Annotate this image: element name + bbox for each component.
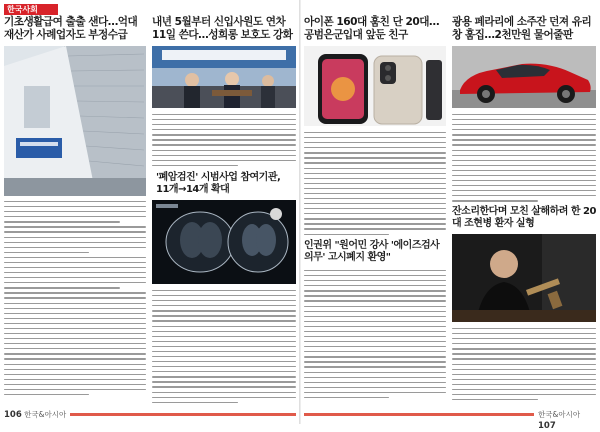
article-photo [304,46,446,126]
article-annual-leave [152,16,296,42]
article-photo [152,46,296,108]
page-gutter [299,0,301,424]
article-body-text [452,114,596,205]
ferrari-photo [452,46,596,108]
article-headline: 기초생활급여 출출 샌다…억대 재산가 사례업자도 부정수급 [4,16,138,41]
left-page-footer [4,409,66,420]
article-photo [4,46,146,196]
ct-scan-photo [152,200,296,284]
building-photo [4,46,146,196]
article-ferrari [452,16,596,42]
left-page-number: 106 [4,410,22,420]
article-body-text [304,270,446,402]
left-publication-name: 한국&아시아 [24,410,67,419]
article-cancer-screening-headline: '폐암검진' 시범사업 참여기관, 11개→14개 확대 [156,172,281,195]
right-page-number: 107 [538,421,556,431]
article-welfare [4,16,146,42]
article-body-text [304,132,446,239]
iphone-photo [304,46,446,126]
left-footer-rule [70,413,296,416]
right-footer-rule [304,413,534,416]
article-schizophrenia-headline: 잔소리한다며 모친 살해하려 한 20대 조현병 환자 실형 [452,206,596,229]
article-body-text [452,328,596,404]
article-body-text [152,290,296,407]
article-iphone-theft [304,16,446,42]
article-photo [452,234,596,322]
article-photo [152,200,296,284]
courtroom-photo [452,234,596,322]
article-body-text [4,201,146,399]
press-briefing-photo [152,46,296,108]
article-headline: 내년 5월부터 신입사원도 연차 11일 쓴다…성희롱 보호도 강화 [152,16,293,41]
article-body-text [152,114,296,170]
right-page-footer [538,409,600,431]
article-photo [452,46,596,108]
article-headline: 광용 페라리에 소주잔 던져 유리창 훔집…2천만원 물어줄판 [452,16,592,41]
section-tag: 한국사회 [4,4,58,15]
article-hrc-headline: 인권위 "원어민 강사 '에이즈검사 의무' 고시폐지 환영" [304,240,440,263]
right-publication-name: 한국&아시아 [538,410,581,419]
article-headline: 아이폰 160대 훔친 단 20대…공범은군입대 앞둔 친구 [304,16,440,41]
